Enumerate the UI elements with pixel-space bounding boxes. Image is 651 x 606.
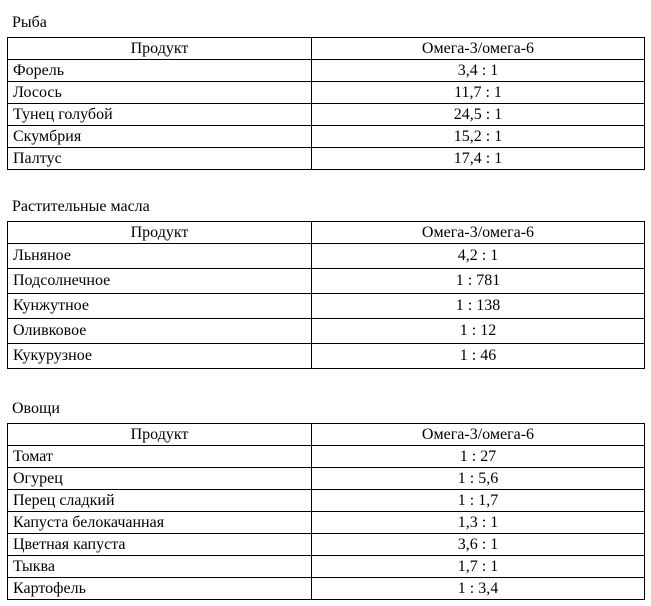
column-header-ratio: Омега-3/омега-6 [312, 424, 645, 446]
table-row [8, 578, 645, 600]
product-cell: Тунец голубой [8, 104, 312, 126]
ratio-cell: 1 : 46 [312, 344, 645, 369]
ratio-cell: 3,4 : 1 [312, 60, 645, 82]
table-row [8, 490, 645, 512]
product-cell: Огурец [8, 468, 312, 490]
table-row [8, 126, 645, 148]
table-row [8, 556, 645, 578]
product-cell: Цветная капуста [8, 534, 312, 556]
table-row [8, 446, 645, 468]
column-header-ratio: Омега-3/омега-6 [312, 38, 645, 60]
product-cell: Палтус [8, 148, 312, 170]
ratio-cell: 1 : 781 [312, 269, 645, 294]
product-cell: Томат [8, 446, 312, 468]
product-cell: Кукурузное [8, 344, 312, 369]
table-row [8, 269, 645, 294]
ratio-cell: 1 : 3,4 [312, 578, 645, 600]
ratio-cell: 1,3 : 1 [312, 512, 645, 534]
product-cell: Кунжутное [8, 294, 312, 319]
table-row [8, 468, 645, 490]
table-row [8, 512, 645, 534]
table-row [8, 294, 645, 319]
ratio-cell: 4,2 : 1 [312, 244, 645, 269]
table-header-row [8, 38, 645, 60]
table-header-row [8, 424, 645, 446]
section-title-vegetables: Овощи [12, 400, 60, 417]
product-cell: Форель [8, 60, 312, 82]
table-row [8, 534, 645, 556]
ratio-cell: 3,6 : 1 [312, 534, 645, 556]
column-header-product: Продукт [8, 38, 312, 60]
product-cell: Скумбрия [8, 126, 312, 148]
product-cell: Подсолнечное [8, 269, 312, 294]
table-row [8, 60, 645, 82]
table-header-row [8, 222, 645, 244]
table-row [8, 82, 645, 104]
table-row [8, 244, 645, 269]
table-vegetables [7, 423, 645, 600]
column-header-product: Продукт [8, 424, 312, 446]
ratio-cell: 15,2 : 1 [312, 126, 645, 148]
ratio-cell: 1 : 138 [312, 294, 645, 319]
product-cell: Льняное [8, 244, 312, 269]
column-header-ratio: Омега-3/омега-6 [312, 222, 645, 244]
ratio-cell: 1,7 : 1 [312, 556, 645, 578]
product-cell: Капуста белокачанная [8, 512, 312, 534]
table-vegetable-oils [7, 221, 645, 369]
ratio-cell: 17,4 : 1 [312, 148, 645, 170]
table-row [8, 319, 645, 344]
ratio-cell: 1 : 5,6 [312, 468, 645, 490]
ratio-cell: 1 : 27 [312, 446, 645, 468]
product-cell: Оливковое [8, 319, 312, 344]
product-cell: Картофель [8, 578, 312, 600]
table-row [8, 344, 645, 369]
ratio-cell: 11,7 : 1 [312, 82, 645, 104]
section-title-fish: Рыба [12, 14, 47, 31]
product-cell: Перец сладкий [8, 490, 312, 512]
product-cell: Лосось [8, 82, 312, 104]
section-title-vegetable-oils: Растительные масла [12, 198, 150, 215]
ratio-cell: 1 : 12 [312, 319, 645, 344]
table-row [8, 148, 645, 170]
ratio-cell: 24,5 : 1 [312, 104, 645, 126]
table-fish [7, 37, 645, 170]
table-row [8, 104, 645, 126]
ratio-cell: 1 : 1,7 [312, 490, 645, 512]
column-header-product: Продукт [8, 222, 312, 244]
product-cell: Тыква [8, 556, 312, 578]
